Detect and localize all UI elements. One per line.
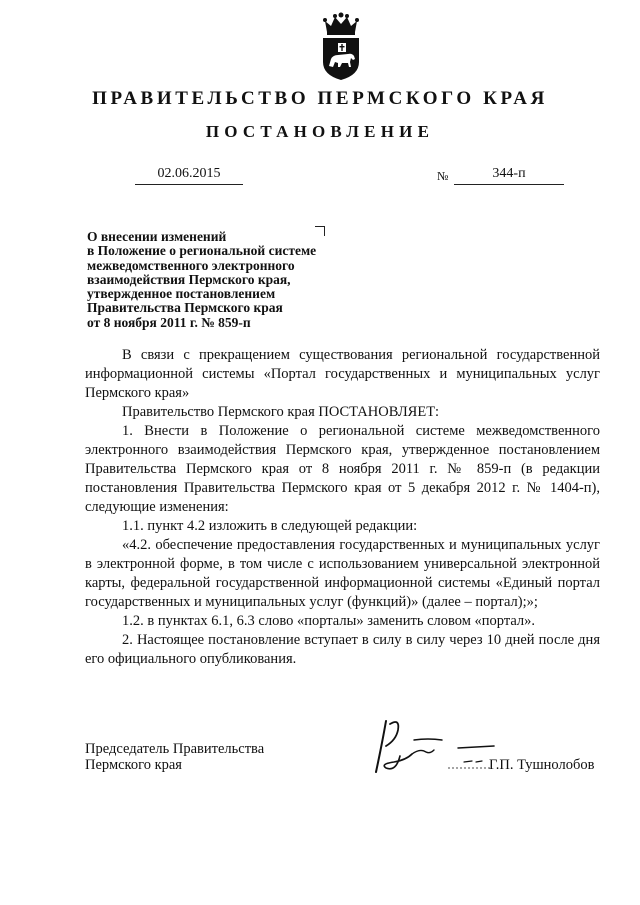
document-subject <box>87 230 357 330</box>
body-paragraph: 1.1. пункт 4.2 изложить в следующей редакции: <box>122 518 418 534</box>
body-paragraph: В связи с прекращением существования региональной государственной информационной системы «Портал государственных и муниципальных услуг Пермского края» <box>85 347 600 401</box>
subject-line: Правительства Пермского края <box>87 300 283 316</box>
subject-line: утвержденное постановлением <box>87 286 276 302</box>
subject-line: в Положение о региональной системе <box>87 243 317 259</box>
signatory-position-line: Председатель Правительства <box>85 741 265 757</box>
subject-line: межведомственного электронного <box>87 257 295 273</box>
number-sign: № <box>437 169 449 183</box>
subject-line: О внесении изменений <box>87 229 227 244</box>
body-paragraph: 2. Настоящее постановление вступает в силу в силу через 10 дней после дня его официального опубликования. <box>85 632 600 667</box>
body-paragraph: 1.2. в пунктах 6.1, 6.3 слово «порталы» заменить словом «портал». <box>122 613 536 629</box>
document-type: ПОСТАНОВЛЕНИЕ <box>205 122 435 141</box>
document-body <box>85 346 600 669</box>
signatory-position <box>85 741 264 773</box>
signatory-position-line: Пермского края <box>85 757 182 773</box>
signature-icon <box>372 714 497 782</box>
body-paragraph: «4.2. обеспечение предоставления государственных и муниципальных услуг в электронной форме, в том числе с использованием универсальной электронной карты, федеральной государственной информационной системы «Единый портал государственных и муниципальных услуг (функций)» (далее – портал);»; <box>85 537 600 610</box>
document-date: 02.06.2015 <box>135 164 243 185</box>
body-paragraph: 1. Внести в Положение о региональной системе межведомственного электронного взаимодействия Пермского края, утвержденное постановлением Правительства Пермского края от 8 ноября 2011 г. № 859-п (в редакции постановления Правительства Пермского края от 5 декабря 2012 г. № 1404-п), следующие изменения: <box>85 423 600 515</box>
document-number: 344-п <box>454 164 564 185</box>
body-paragraph: Правительство Пермского края ПОСТАНОВЛЯЕТ: <box>122 404 440 420</box>
government-title: ПРАВИТЕЛЬСТВО ПЕРМСКОГО КРАЯ <box>92 88 548 109</box>
subject-line: взаимодействия Пермского края, <box>87 271 291 287</box>
coat-of-arms-icon <box>318 12 364 82</box>
signatory-name: Г.П. Тушнолобов <box>489 757 595 773</box>
subject-line: от 8 ноября 2011 г. № 859-п <box>87 314 251 330</box>
